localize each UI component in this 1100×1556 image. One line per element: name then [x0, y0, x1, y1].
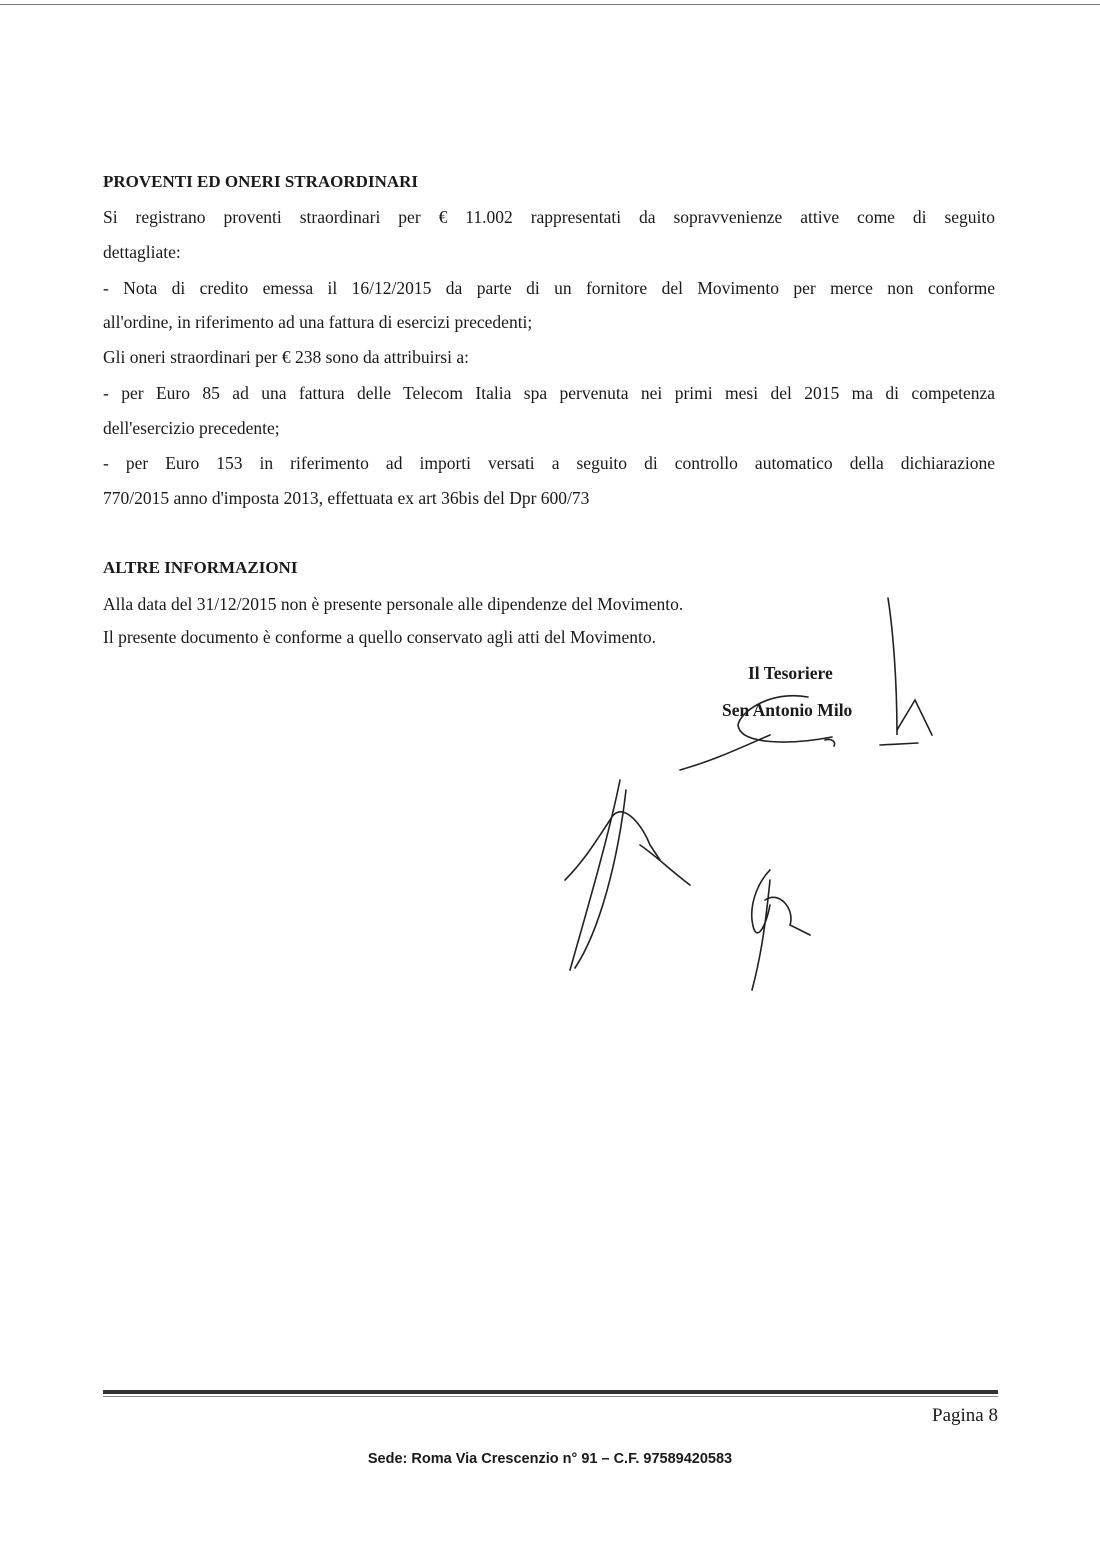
paragraph-line: Il presente documento è conforme a quello conservato agli atti del Movimento.	[103, 627, 657, 647]
footer-rule-thin	[103, 1396, 998, 1397]
signature-name: Sen Antonio Milo	[722, 700, 853, 720]
scan-top-edge	[0, 4, 1100, 5]
paragraph-line: Gli oneri straordinari per € 238 sono da attribuirsi a:	[103, 347, 469, 367]
section-heading-altre-informazioni: ALTRE INFORMAZIONI	[103, 558, 298, 577]
paragraph-line: - per Euro 85 ad una fattura delle Telecom Italia spa pervenuta nei primi mesi del 2015 ma di competenza	[103, 383, 995, 403]
paragraph-line: dettagliate:	[103, 242, 181, 262]
paragraph-line: Alla data del 31/12/2015 non è presente personale alle dipendenze del Movimento.	[103, 594, 684, 614]
paragraph-line: 770/2015 anno d'imposta 2013, effettuata ex art 36bis del Dpr 600/73	[103, 488, 590, 508]
section-heading-proventi: PROVENTI ED ONERI STRAORDINARI	[103, 172, 419, 191]
paragraph-line: all'ordine, in riferimento ad una fattura di esercizi precedenti;	[103, 312, 533, 332]
footer-rule	[103, 1390, 998, 1394]
footer-address: Sede: Roma Via Crescenzio n° 91 – C.F. 97589420583	[367, 1451, 733, 1467]
signature-role: Il Tesoriere	[748, 663, 833, 683]
paragraph-line: - Nota di credito emessa il 16/12/2015 da parte di un fornitore del Movimento per merce non conforme	[103, 278, 995, 298]
paragraph-line: - per Euro 153 in riferimento ad importi versati a seguito di controllo automatico della dichiarazione	[103, 453, 995, 473]
page-number: Pagina 8	[932, 1405, 998, 1426]
paragraph-line: Si registrano proventi straordinari per € 11.002 rappresentati da sopravvenienze attive come di seguito	[103, 207, 995, 227]
paragraph-line: dell'esercizio precedente;	[103, 418, 280, 438]
